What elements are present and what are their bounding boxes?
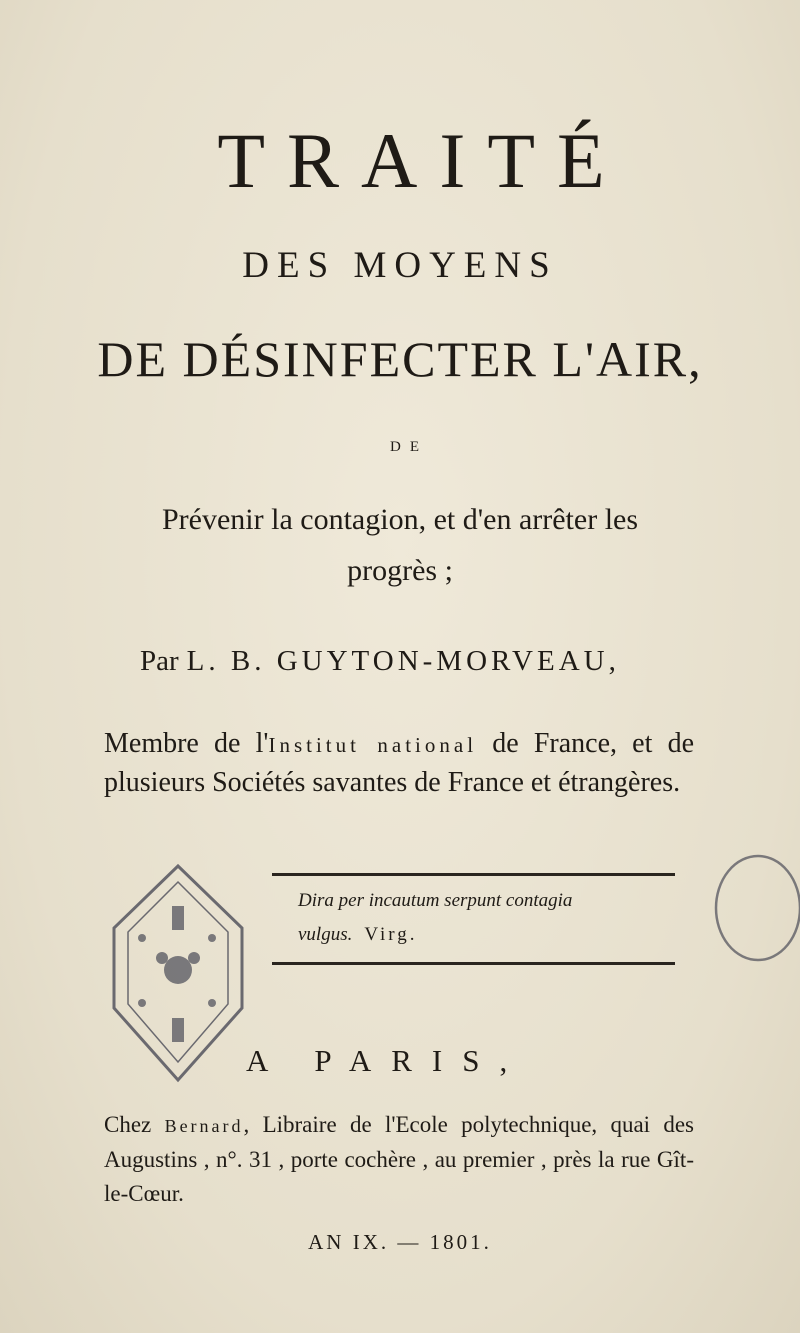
- epigraph: [298, 884, 673, 952]
- affiliation-institut: Institut national: [268, 733, 478, 757]
- publisher-pre: Chez: [104, 1112, 165, 1137]
- affiliation-pre: Membre de l': [104, 728, 269, 759]
- library-stamp-icon: [102, 858, 254, 1088]
- title-line-4: DE: [390, 439, 428, 455]
- epigraph-text: Dira per incautum serpunt contagia vulgus.: [298, 890, 573, 945]
- imprint-place: A PARIS,: [246, 1043, 528, 1078]
- epigraph-bottom-rule: [272, 962, 675, 965]
- affiliation-post: de France, et de plusieurs Sociétés savantes de France et étrangères.: [104, 728, 694, 798]
- author-prefix: Par: [140, 645, 179, 677]
- imprint-publisher: [104, 1108, 694, 1211]
- author-name: L. B. GUYTON-MORVEAU,: [186, 645, 620, 677]
- imprint-date: AN IX. — 1801.: [308, 1230, 492, 1254]
- publisher-post: , Libraire de l'Ecole polytechnique, quai des Augustins , n°. 31 , porte cochère , au premier , près la rue Gît-le-Cœur.: [104, 1112, 695, 1206]
- epigraph-source: Virg.: [364, 924, 418, 945]
- title: TRAITÉ: [217, 117, 627, 204]
- title-line-2: DES MOYENS: [242, 245, 558, 286]
- subtitle-text: Prévenir la contagion, et d'en arrêter les progrès ;: [161, 503, 639, 587]
- author-line: [140, 645, 620, 678]
- title-line-3: DE DÉSINFECTER L'AIR,: [97, 331, 703, 387]
- author-affiliation: [104, 725, 694, 802]
- publisher-name: Bernard: [164, 1116, 244, 1136]
- library-stamp-seal-icon: [706, 850, 800, 970]
- subtitle: [0, 494, 800, 596]
- epigraph-top-rule: [272, 873, 675, 876]
